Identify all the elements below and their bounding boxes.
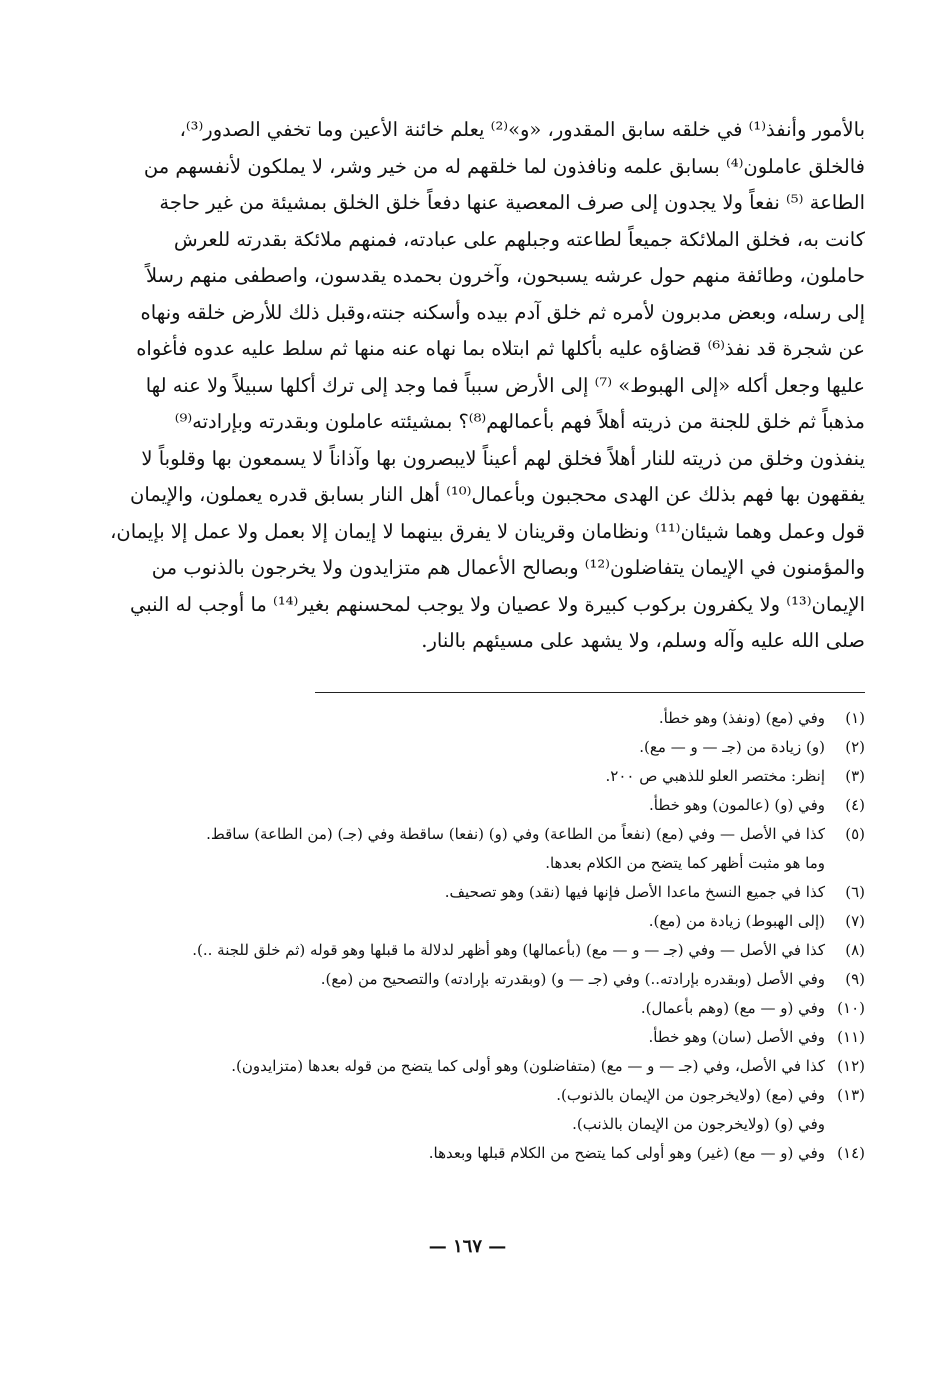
footnote-text: وفي (مع) (ونفذ) وهو خطأ. xyxy=(658,709,825,727)
footnote-number: (١٢) xyxy=(837,1057,865,1075)
main-text-line: الطاعة ⁽⁵⁾ نفعاً ولا يجدون إلى صرف المعصية عنها دفعاً خلق الخلق بمشيئة من غير حاجة xyxy=(159,191,865,214)
footnote-text-line: كذا في الأصل — وفي (مع) (نفعاً من الطاعة) وفي (و) (نفعا) ساقطة وفي (جـ) (من الطاعة) ساقط. xyxy=(206,825,825,843)
footnote xyxy=(55,936,865,965)
footnote-text-line: وفي (مع) (ولايخرجون من الإيمان بالذنوب). xyxy=(556,1086,825,1104)
main-text-line: بالأمور وأنفذ⁽¹⁾ في خلقه سابق المقدور، «و»⁽²⁾ يعلم خائنة الأعين وما تخفي الصدور⁽³⁾، xyxy=(179,118,865,141)
footnote-text xyxy=(55,1081,825,1139)
footnote xyxy=(55,1139,865,1168)
footnote xyxy=(55,965,865,994)
footnote-number: (١٤) xyxy=(837,1144,865,1162)
footnote-divider xyxy=(315,692,865,693)
footnote-number: (٢) xyxy=(845,738,865,756)
footnote xyxy=(55,704,865,733)
footnote-text: كذا في الأصل — وفي (جـ — و — مع) (بأعمالها) وهو أظهر لدلالة ما قبلها وهو قوله (ثم خلق للجنة ..). xyxy=(192,941,825,959)
footnote xyxy=(55,1052,865,1081)
main-text-line: ينفذون وخلق من ذريته للنار أهلاً فخلق لهم أعيناً لايبصرون بها وآذاناً لا يسمعون بها وقلوباً لا xyxy=(141,446,865,470)
footnote-text: وفي (و — مع) (غير) وهو أولى كما يتضح من الكلام قبلها وبعدها. xyxy=(428,1144,825,1162)
footnote xyxy=(55,762,865,791)
main-text-line: عن شجرة قد نفذ⁽⁶⁾ قضاؤه عليه بأكلها ثم ابتلاه بما نهاه عنه منها ثم سلط عليه عدوه فأغواه xyxy=(136,337,865,360)
main-text-line: إلى رسله، وبعض مدبرون لأمره ثم خلق آدم بيده وأسكنه جنته،وقبل ذلك للأرض خلقه ونهاه xyxy=(140,300,865,324)
footnotes-block xyxy=(55,704,865,1168)
main-text-line: والمؤمنون في الإيمان يتفاضلون⁽¹²⁾ وبصالح الأعمال هم متزايدون ولا يخرجون بالذنوب من xyxy=(151,556,865,579)
footnote-text: وفي الأصل (سان) وهو خطأ. xyxy=(648,1028,825,1046)
footnote-text: كذا في جميع النسخ ماعدا الأصل فإنها فيها (نقد) وهو تصحيف. xyxy=(444,883,825,901)
main-text-line: عليها وجعل أكله «إلى الهبوط» ⁽⁷⁾ إلى الأرض سبباً فما وجد إلى ترك أكلها سبيلاً ولا عنه لها xyxy=(145,373,865,397)
main-text-block xyxy=(65,112,865,660)
footnote-number: (١١) xyxy=(837,1028,865,1046)
footnote xyxy=(55,791,865,820)
footnote-text: وفي الأصل (وبقدره بإرادته..) وفي (جـ — و) (وبقدرته بإرادته) والتصحيح من (مع). xyxy=(320,970,825,988)
footnote-text: وفي (و) (عالمون) وهو خطأ. xyxy=(649,796,825,814)
main-text-line: يفقهون بها فهم بذلك عن الهدى محجبون وبأعمال⁽¹⁰⁾ أهل النار بسابق قدره يعملون، والإيمان xyxy=(130,483,865,506)
footnote-text: (و) زيادة من (جـ — و — مع). xyxy=(639,738,825,756)
main-text-line: الإيمان⁽¹³⁾ ولا يكفرون بركوب كبيرة ولا عصيان ولا يوجب لمحسنهم بغير⁽¹⁴⁾ ما أوجب له النبي xyxy=(130,592,865,616)
footnote-text-line: وما هو مثبت أظهر كما يتضح من الكلام بعدها. xyxy=(545,854,825,872)
footnote-number: (١٣) xyxy=(837,1086,865,1104)
footnote xyxy=(55,733,865,762)
footnote-number: (٨) xyxy=(845,941,865,959)
footnote-text xyxy=(55,820,825,878)
footnote-number: (١) xyxy=(845,709,865,727)
footnote-number: (٦) xyxy=(845,883,865,901)
footnote xyxy=(55,878,865,907)
footnote xyxy=(55,1081,865,1139)
footnote-number: (٩) xyxy=(845,970,865,988)
main-text-line: فالخلق عاملون⁽⁴⁾ بسابق علمه ونافذون لما خلقهم له من خير وشر، لا يملكون لأنفسهم من xyxy=(143,154,865,178)
footnote xyxy=(55,907,865,936)
footnote xyxy=(55,820,865,878)
footnote xyxy=(55,1023,865,1052)
footnote-text-line: وفي (و) (ولايخرجون من الإيمان بالذنب). xyxy=(572,1115,825,1133)
footnote-text: كذا في الأصل، وفي (جـ — و — مع) (متفاضلون) وهو أولى كما يتضح من قوله بعدها (متزايدون). xyxy=(231,1057,825,1075)
main-text-line: كانت به، فخلق الملائكة جميعاً لطاعته وجبلهم على عبادته، فمنهم ملائكة بقدرته للعرش xyxy=(173,227,865,251)
footnote-text: وفي (و — مع) (وهم بأعمال). xyxy=(640,999,825,1017)
main-text-line: قول وعمل وهما شيئان⁽¹¹⁾ ونظامان وقرينان لا يفرق بينهما لا إيمان إلا بعمل ولا عمل إلا بإيمان، xyxy=(110,519,865,543)
footnote-number: (٤) xyxy=(845,796,865,814)
footnote-text: إنظر: مختصر العلو للذهبي ص ٢٠٠. xyxy=(605,767,825,785)
footnote-number: (١٠) xyxy=(837,999,865,1017)
main-text-line: مذهباً ثم خلق للجنة من ذريته أهلاً فهم بأعمالهم⁽⁸⁾؟ بمشيئته عاملون وبقدرته وبإرادته⁽⁹⁾ xyxy=(174,410,865,433)
footnote xyxy=(55,994,865,1023)
main-text-line: صلى الله عليه وآله وسلم، ولا يشهد على مسيئهم بالنار. xyxy=(421,629,865,652)
footnote-text: (إلى الهبوط) زيادة من (مع). xyxy=(648,912,825,930)
footnote-number: (٥) xyxy=(845,825,865,843)
page-number: — ١٦٧ — xyxy=(428,1236,507,1257)
footnote-number: (٧) xyxy=(845,912,865,930)
main-text-line: حاملون، وطائفة منهم حول عرشه يسبحون، وآخرون بحمده يقدسون، واصطفى منهم رسلاً xyxy=(145,264,865,287)
footnote-number: (٣) xyxy=(845,767,865,785)
